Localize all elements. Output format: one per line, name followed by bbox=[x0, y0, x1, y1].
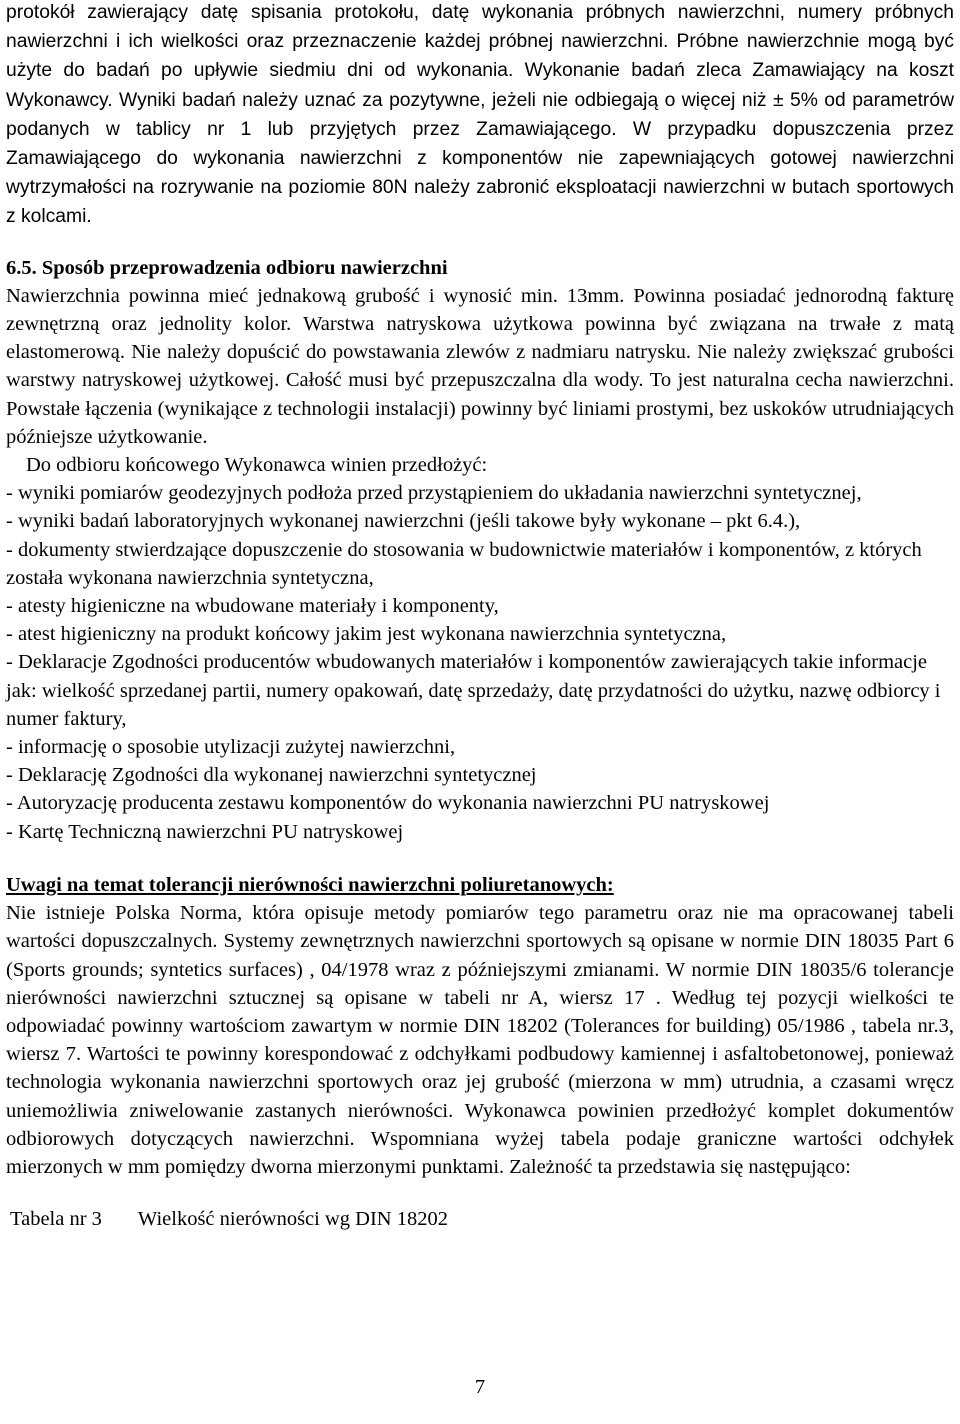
paragraph-intro-documents: Do odbioru końcowego Wykonawca winien przedłożyć: bbox=[26, 454, 488, 477]
paragraph-uwagi: Nie istnieje Polska Norma, która opisuje metody pomiarów tego parametru oraz nie ma opracowanej tabeli wartości dopuszczalnych. Systemy zewnętrznych nawierzchni sportowych są opisane w normie DIN 18035 Part 6 (Sports grounds; syntetics surfaces) , 04/1978 wraz z późniejszymi zmianami. W normie DIN 18035/6 tolerancje nierówności nawierzchni sztucznej są opisane w tabeli nr A, wiersz 17 . Według tej pozycji wielkości te odpowiadać powinny wartościom zawartym w normie DIN 18202 (Tolerances for building) 05/1986 , tabela nr.3, wiersz 7. Wartości te powinny korespondować z odchyłkami podbudowy kamiennej i asfaltobetonowej, ponieważ technologia wykonania nawierzchni sportowych oraz jej grubość (mierzona w mm) utrudnia, a czasami wręcz uniemożliwia zniwelowanie zastanych nierówności. Wykonawca powinien przedłożyć komplet dokumentów odbiorowych dotyczących nawierzchni. Wspomniana wyżej tabela podaje graniczne wartości odchyłek mierzonych w mm pomiędzy dworna mierzonymi punktami. Zależność ta przedstawia się następująco: bbox=[6, 902, 954, 1178]
list-item: - wyniki pomiarów geodezyjnych podłoża przed przystąpieniem do układania nawierzchni syntetycznej, bbox=[6, 482, 862, 505]
list-item: - Deklaracje Zgodności producentów wbudowanych materiałów i komponentów zawierających takie informacje jak: wielkość sprzedanej partii, numery opakowań, datę sprzedaży, datę przydatności do użytku, nazwę odbiorcy i numer faktury, bbox=[6, 651, 941, 730]
section-heading-uwagi: Uwagi na temat tolerancji nierówności nawierzchni poliuretanowych: bbox=[6, 873, 614, 896]
list-item: - atest higieniczny na produkt końcowy jakim jest wykonana nawierzchnia syntetyczna, bbox=[6, 623, 727, 646]
section-heading-6-5: 6.5. Sposób przeprowadzenia odbioru nawierzchni bbox=[6, 256, 448, 279]
documents-list bbox=[6, 479, 954, 846]
page-content bbox=[6, 0, 954, 1233]
list-item: - Deklarację Zgodności dla wykonanej nawierzchni syntetycznej bbox=[6, 764, 537, 787]
page-number: 7 bbox=[474, 1376, 486, 1398]
list-item: - atesty higieniczne na wbudowane materiały i komponenty, bbox=[6, 595, 499, 618]
table-caption bbox=[6, 1205, 954, 1233]
paragraph-protocol bbox=[6, 0, 954, 232]
list-item: - informację o sposobie utylizacji zużytej nawierzchni, bbox=[6, 736, 456, 759]
list-item: - wyniki badań laboratoryjnych wykonanej nawierzchni (jeśli takowe były wykonane – pkt 6.4.), bbox=[6, 510, 801, 533]
table-caption-title: Wielkość nierówności wg DIN 18202 bbox=[137, 1208, 448, 1231]
list-item: - dokumenty stwierdzające dopuszczenie do stosowania w budownictwie materiałów i komponentów, z których została wykonana nawierzchnia syntetyczna, bbox=[6, 538, 922, 589]
list-item: - Kartę Techniczną nawierzchni PU natryskowej bbox=[6, 820, 404, 843]
table-caption-label: Tabela nr 3 bbox=[10, 1208, 102, 1231]
list-item: - Autoryzację producenta zestawu komponentów do wykonania nawierzchni PU natryskowej bbox=[6, 792, 770, 815]
paragraph-protocol-text: protokół zawierający datę spisania protokołu, datę wykonania próbnych nawierzchni, numery próbnych nawierzchni i ich wielkości oraz przeznaczenie każdej próbnej nawierzchni. Próbne nawierzchnie mogą być użyte do badań po upływie siedmiu dni od wykonania. Wykonanie badań zleca Zamawiający na koszt Wykonawcy. Wyniki badań należy uznać za pozytywne, jeżeli nie odbiegają o więcej niż ± 5% od parametrów podanych w tablicy nr 1 lub przyjętych przez Zamawiającego. W przypadku dopuszczenia przez Zamawiającego do wykonania nawierzchni z komponentów nie zapewniających gotowej nawierzchni wytrzymałości na rozrywanie na poziomie 80N należy zabronić eksploatacji nawierzchni w butach sportowych z kolcami. bbox=[6, 2, 954, 228]
paragraph-odbior: Nawierzchnia powinna mieć jednakową grubość i wynosić min. 13mm. Powinna posiadać jednorodną fakturę zewnętrzną oraz jednolity kolor. Warstwa natryskowa użytkowa powinna być związana na trwałe z matą elastomerową. Nie należy dopuścić do powstawania zlewów z nadmiaru natrysku. Nie należy zwiększać grubości warstwy natryskowej użytkowej. Całość musi być przepuszczalna dla wody. To jest naturalna cecha nawierzchni. Powstałe łączenia (wynikające z technologii instalacji) powinny być liniami prostymi, bez uskoków utrudniających późniejsze użytkowanie. bbox=[6, 284, 954, 448]
